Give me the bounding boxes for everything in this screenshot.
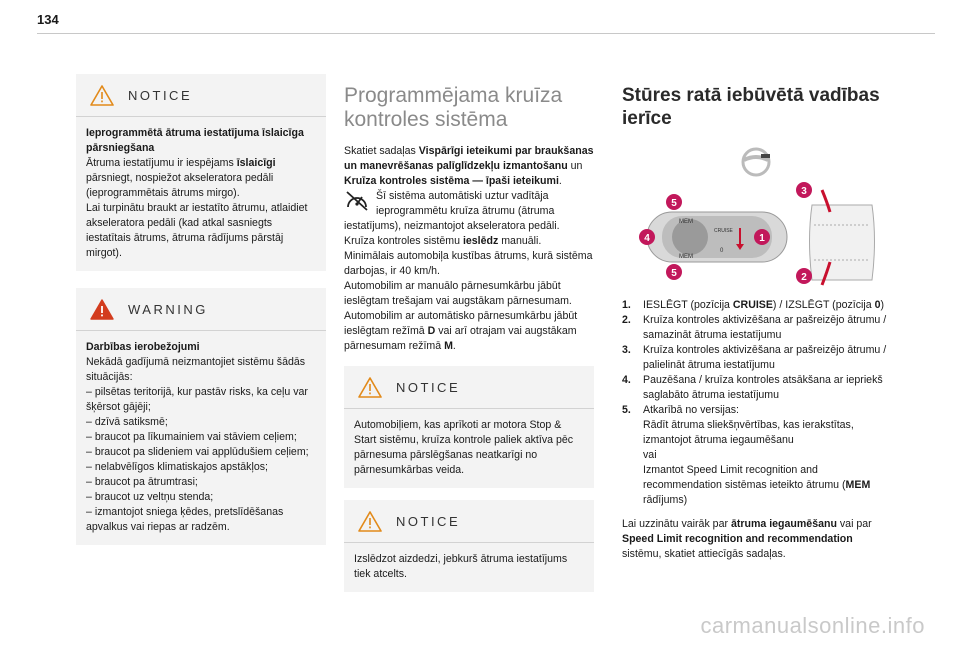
callout-5-bottom (666, 264, 682, 280)
svg-text:3: 3 (801, 186, 807, 197)
top-divider (37, 33, 935, 34)
paragraph: Skatiet sadaļas Vispārīgi ieteikumi par braukšanas un manevrēšanas palīglīdzekļu izmantošanu un Kruīza kontroles sistēma — īpaši ieteikumi. (344, 145, 594, 187)
warning-intro: Nekādā gadījumā neizmantojiet sistēmu šādās situācijās: (86, 356, 306, 383)
list-item: 5. Atkarībā no versijas: Rādīt ātruma sliekšņvērtības, kas ierakstītas, izmantojot ātruma iegaumēšanu vai Izmantot Speed Limit recognition and recommendation sistēmas ieteikto ātrumu (MEM rādījums) (622, 404, 871, 506)
cruise-control-icon (344, 189, 370, 213)
lever-label: 0 (720, 248, 724, 254)
notice-warning-triangle-icon (358, 377, 382, 398)
warning-subheading: Darbības ierobežojumi (86, 341, 200, 353)
notice-text: Ātruma iestatījumu ir iespējams īslaicīgi pārsniegt, nospiežot akseleratora pedāli (ieprogrammētais ātrums mirgo). (86, 157, 276, 199)
warning-item: – izmantojot sniega ķēdes, pretslīdēšanas apvalkus vai riepas ar radzēm. (86, 506, 284, 533)
lever-label: MEM (679, 254, 693, 260)
notice-box (76, 74, 326, 271)
svg-text:2: 2 (801, 272, 807, 283)
page-number: 134 (37, 12, 59, 27)
column-right (622, 74, 890, 562)
notice-title: NOTICE (396, 514, 461, 529)
column-left (76, 74, 326, 545)
paragraph: Minimālais automobiļa kustības ātrums, kurā sistēma darbojas, ir 40 km/h. (344, 250, 593, 277)
lever-label: CRUISE (714, 228, 733, 234)
callout-4 (639, 229, 655, 245)
paragraph: Automobilim ar automātisko pārnesumkārbu jābūt ieslēgtam režīmā D vai arī otrajam vai augstākam pārnesumam režīmā M. (344, 310, 578, 352)
control-list (622, 298, 890, 508)
list-item: 4. Pauzēšana / kruīza kontroles atsākšana ar iepriekš saglabāto ātruma iestatījumu (622, 374, 883, 401)
notice-warning-triangle-icon (358, 511, 382, 532)
warning-header (76, 288, 326, 331)
warning-title: WARNING (128, 302, 208, 317)
lever-label: MEM (679, 219, 693, 225)
notice-text: Automobiļiem, kas aprīkoti ar motora Stop & Start sistēmu, kruīza kontrole paliek aktīva pēc pārnesuma pārslēgšanas neatkarīgi no pārnesumkārbas veida. (354, 419, 574, 476)
warning-item: – pilsētas teritorijā, kur pastāv risks, ka ceļu var šķērsot gājēji; (86, 386, 308, 413)
steering-control-diagram (622, 140, 890, 290)
paragraph: Šī sistēma automātiski uztur vadītāja ieprogrammētu kruīza ātrumu (ātruma iestatījums), neizmantojot akseleratora pedāli. (344, 190, 560, 232)
svg-text:5: 5 (671, 268, 677, 279)
paragraph: Kruīza kontroles sistēmu ieslēdz manuāli. (344, 235, 542, 247)
steering-wheel-icon (743, 149, 770, 175)
side-buttons (810, 190, 875, 285)
notice-box (344, 500, 594, 592)
list-item: 3. Kruīza kontroles aktivizēšana ar pašreizējo ātrumu / palielināt ātruma iestatījumu (622, 344, 887, 371)
paragraph: Automobilim ar manuālo pārnesumkārbu jābūt ieslēgtam trešajam vai augstākam pārnesumam. (344, 280, 572, 307)
steering-control-illustration (622, 140, 890, 290)
warning-item: – nelabvēlīgos klimatiskajos apstākļos; (86, 461, 268, 473)
list-item: 2. Kruīza kontroles aktivizēšana ar pašreizējo ātrumu / samazināt ātruma iestatījumu (622, 314, 887, 341)
warning-item: – braucot pa slideniem vai applūdušiem ceļiem; (86, 446, 309, 458)
notice-title: NOTICE (128, 88, 193, 103)
callout-5-top (666, 194, 682, 210)
warning-item: – braucot pa līkumainiem vai stāviem ceļiem; (86, 431, 297, 443)
warning-item: – dzīvā satiksmē; (86, 416, 168, 428)
notice-text: Izslēdzot aizdedzi, jebkurš ātruma iestatījums tiek atcelts. (354, 553, 568, 580)
section-heading: Stūres ratā iebūvētā vadības ierīce (622, 85, 880, 129)
svg-text:4: 4 (644, 233, 650, 244)
warning-box (76, 288, 326, 545)
notice-header (76, 74, 326, 117)
callout-3 (796, 182, 812, 198)
notice-box (344, 366, 594, 488)
watermark: carmanualsonline.info (700, 613, 925, 638)
notice-text: Lai turpinātu braukt ar iestatīto ātrumu, atlaidiet akseleratora pedāli (kad atkal sasniegts iestatītais ātrums, ātruma rādījums pārstāj mirgot). (86, 202, 308, 259)
warning-item: – braucot uz veltņu stenda; (86, 491, 214, 503)
warning-triangle-icon (90, 299, 114, 320)
paragraph: Lai uzzinātu vairāk par ātruma iegaumēšanu vai par Speed Limit recognition and recommendation sistēmu, skatiet attiecīgās sadaļas. (622, 518, 872, 560)
list-item: 1. IESLĒGT (pozīcija CRUISE) / IZSLĒGT (pozīcija 0) (622, 299, 885, 311)
column-middle (344, 74, 594, 592)
callout-2 (796, 268, 812, 284)
notice-subheading: Ieprogrammētā ātruma iestatījuma īslaicīga pārsniegšana (86, 127, 304, 154)
section-heading: Programmējama kruīza kontroles sistēma (344, 84, 563, 131)
svg-text:5: 5 (671, 198, 677, 209)
notice-header (344, 500, 594, 543)
notice-header (344, 366, 594, 409)
warning-item: – braucot pa ātrumtrasi; (86, 476, 198, 488)
callout-1 (754, 229, 770, 245)
svg-text:1: 1 (759, 233, 765, 244)
notice-title: NOTICE (396, 380, 461, 395)
notice-warning-triangle-icon (90, 85, 114, 106)
